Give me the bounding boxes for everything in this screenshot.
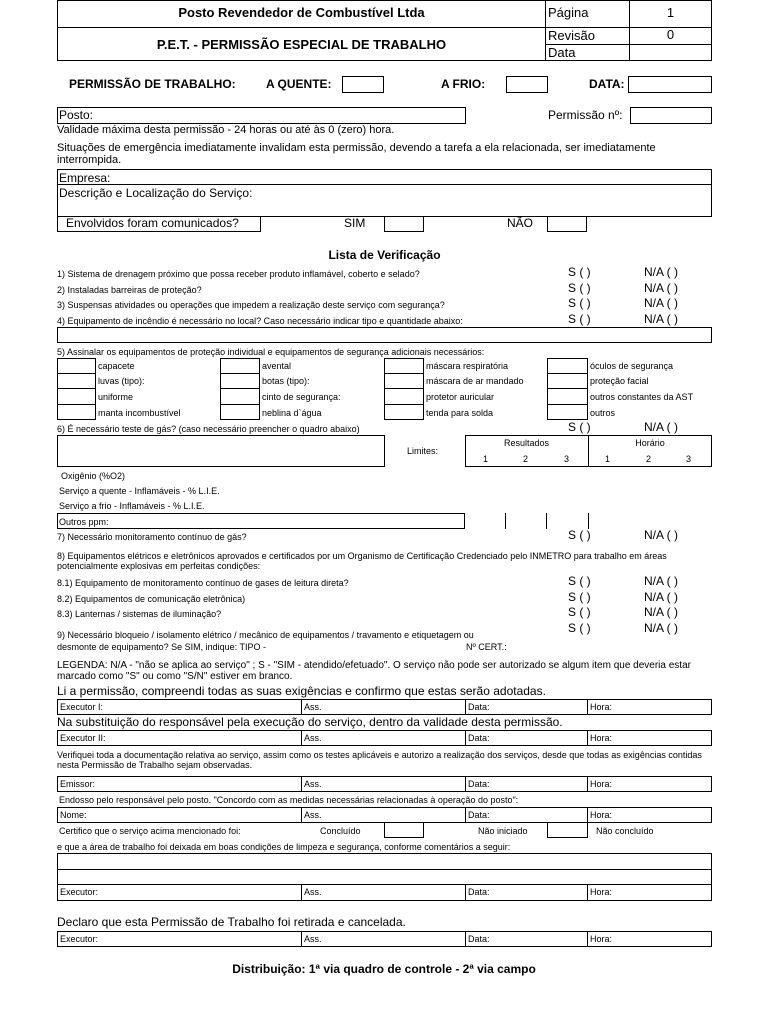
not-started-label: Não iniciado: [478, 826, 528, 836]
ppe-label: uniforme: [98, 392, 134, 402]
question-1: 1) Sistema de drenagem próximo que possa receber produto inflamável, coberto e selado?: [57, 269, 420, 279]
concluded-checkbox[interactable]: [384, 822, 424, 838]
ppe-label: manta incombustível: [98, 408, 181, 418]
date-value-cell[interactable]: [629, 44, 712, 61]
form-title: P.E.T. - PERMISSÃO ESPECIAL DE TRABALHO: [156, 37, 447, 52]
q83-na[interactable]: N/A ( ): [644, 605, 679, 619]
permit-number-label: Permissão nº:: [548, 108, 623, 122]
question-7: 7) Necessário monitoramento contínuo de gás?: [57, 532, 247, 542]
permit-date-label: DATA:: [589, 77, 625, 91]
endorser-name-field[interactable]: Nome:: [57, 807, 302, 823]
q6-yes[interactable]: S ( ): [568, 420, 591, 434]
company-name: Posto Revendedor de Combustível Ltda: [178, 5, 425, 20]
comments-divider: [57, 869, 712, 870]
read-statement: Li a permissão, compreendi todas as suas exigências e confirmo que estas serão adotadas.: [57, 684, 546, 698]
ppe-checkbox[interactable]: [547, 373, 588, 389]
question-5: 5) Assinalar os equipamentos de proteção individual e equipamentos de segurança adicionais necessários:: [57, 347, 485, 357]
hot-work-checkbox[interactable]: [342, 76, 384, 93]
cancel-executor-field[interactable]: Executor:: [57, 931, 302, 947]
ppe-label: capacete: [98, 361, 135, 371]
q7-yes[interactable]: S ( ): [568, 528, 591, 542]
cancel-executor-signature[interactable]: Ass.: [301, 931, 466, 947]
permit-type-label: PERMISSÃO DE TRABALHO:: [69, 77, 236, 91]
involved-yes-checkbox[interactable]: [384, 216, 424, 232]
involved-no-label: NÃO: [507, 216, 534, 230]
ppe-checkbox[interactable]: [384, 388, 424, 405]
service-description-label[interactable]: Descrição e Localização do Serviço:: [59, 186, 253, 200]
ppm-tick: [546, 513, 547, 529]
work-area-statement: e que a área de trabalho foi deixada em boas condições de limpeza e segurança, conforme comentários a seguir:: [57, 842, 511, 852]
permit-date-field[interactable]: [628, 76, 712, 93]
ppe-label: luvas (tipo):: [98, 376, 145, 386]
concluded-label: Concluído: [320, 826, 361, 836]
ppe-checkbox[interactable]: [384, 373, 424, 389]
oxygen-label: Oxigênio (%O2): [61, 471, 126, 481]
column-number: 3: [686, 454, 692, 464]
executor1-field[interactable]: Executor I:: [57, 699, 302, 715]
cold-work-checkbox[interactable]: [506, 76, 548, 93]
others-ppm-label: Outros ppm:: [59, 517, 109, 527]
ppe-label: neblina d`água: [262, 408, 322, 418]
permit-number-field[interactable]: [630, 107, 712, 124]
question-8: 8) Equipamentos elétricos e eletrônicos aprovados e certificados por um Organismo de Certificação Credenciado pelo INMETRO para trabalho em áreas potencialmente explosivas em perfeitas condições:: [57, 551, 667, 571]
involved-yes-label: SIM: [344, 216, 366, 230]
ppe-checkbox[interactable]: [57, 404, 96, 420]
question-9-type: desmonte de equipamento? Se SIM, indique: TIPO -: [57, 642, 266, 652]
cancel-executor-date[interactable]: Data:: [465, 931, 588, 947]
q2-yes[interactable]: S ( ): [568, 281, 591, 295]
endorser-signature[interactable]: Ass.: [301, 807, 466, 823]
results-header: Resultados: [503, 438, 550, 448]
q4-yes[interactable]: S ( ): [568, 312, 591, 326]
q82-yes[interactable]: S ( ): [568, 590, 591, 604]
limits-label: Limites:: [407, 446, 439, 456]
question-4: 4) Equipamento de incêndio é necessário no local? Caso necessário indicar tipo e quantidade abaixo:: [57, 316, 463, 326]
emergency-text: Situações de emergência imediatamente invalidam esta permissão, devendo a tarefa a ela relacionada, ser imediatamente interrompida.: [57, 142, 656, 166]
checklist-title: Lista de Verificação: [328, 248, 441, 262]
ppe-checkbox[interactable]: [547, 388, 588, 405]
question-8-3: 8.3) Lanternas / sistemas de iluminação?: [57, 609, 222, 619]
legend-text: LEGENDA: N/A - "não se aplica ao serviço" ; S - "SIM - atendido/efetuado". O serviço não pode ser autorizado se algum item que deveria estar marcado como "S" ou como "S/N" estiver em branco.: [57, 660, 691, 682]
executor1-hour[interactable]: Hora:: [587, 699, 712, 715]
ppe-label: cinto de segurança:: [262, 392, 341, 402]
question-3: 3) Suspensas atividades ou operações que impedem a realização deste serviço com segurança?: [57, 300, 445, 310]
fire-equipment-field[interactable]: [57, 327, 712, 343]
question-2: 2) Instaladas barreiras de proteção?: [57, 285, 202, 295]
emitter-date[interactable]: Data:: [465, 776, 588, 792]
q81-yes[interactable]: S ( ): [568, 574, 591, 588]
final-executor-field[interactable]: Executor:: [57, 884, 302, 901]
distribution-note: Distribuição: 1ª via quadro de controle - 2ª via campo: [232, 962, 536, 976]
cold-work-label: A FRIO:: [441, 77, 486, 91]
revision-label: Revisão: [548, 28, 595, 43]
not-concluded-label: Não concluído: [596, 826, 654, 836]
verified-statement: Verifiquei toda a documentação relativa ao serviço, assim como os testes aplicáveis e autorizo a realização dos serviços, desde que todas as exigências contidas nesta Permissão de Trabalho sejam observadas.: [57, 750, 702, 770]
substitution-statement: Na substituição do responsável pela execução do serviço, dentro da validade desta permissão.: [57, 715, 563, 729]
executor2-date[interactable]: Data:: [465, 730, 588, 746]
ppe-label: tenda para solda: [426, 408, 494, 418]
ppe-checkbox[interactable]: [547, 404, 588, 420]
ppe-checkbox[interactable]: [57, 388, 96, 405]
cancel-executor-hour[interactable]: Hora:: [587, 931, 712, 947]
endorser-date[interactable]: Data:: [465, 807, 588, 823]
executor2-field[interactable]: Executor II:: [57, 730, 302, 746]
involved-question: Envolvidos foram comunicados?: [66, 216, 239, 230]
posto-label: Posto:: [59, 108, 94, 122]
ppe-checkbox[interactable]: [384, 358, 424, 374]
q9-yes[interactable]: S ( ): [568, 621, 591, 635]
ppe-label: outros constantes da AST: [590, 392, 694, 402]
executor1-signature[interactable]: Ass.: [301, 699, 466, 715]
ppe-checkbox[interactable]: [547, 358, 588, 374]
ppe-checkbox[interactable]: [384, 404, 424, 420]
final-executor-date[interactable]: Data:: [465, 884, 588, 901]
executor1-date[interactable]: Data:: [465, 699, 588, 715]
executor2-signature[interactable]: Ass.: [301, 730, 466, 746]
emitter-signature[interactable]: Ass.: [301, 776, 466, 792]
q6-na[interactable]: N/A ( ): [644, 420, 679, 434]
question-9: 9) Necessário bloqueio / isolamento elétrico / mecânico de equipamentos / travamento e etiquetagem ou: [57, 630, 474, 640]
emitter-field[interactable]: Emissor:: [57, 776, 302, 792]
column-number: 1: [605, 454, 611, 464]
company-label[interactable]: Empresa:: [59, 171, 111, 185]
ppe-checkbox[interactable]: [220, 358, 260, 374]
q7-na[interactable]: N/A ( ): [644, 528, 679, 542]
involved-no-checkbox[interactable]: [547, 216, 587, 232]
column-number: 3: [564, 454, 570, 464]
ppe-checkbox[interactable]: [220, 404, 260, 420]
q83-yes[interactable]: S ( ): [568, 605, 591, 619]
ppe-label: protetor auricular: [426, 392, 495, 402]
ppe-label: proteção facial: [590, 376, 649, 386]
ppe-label: máscara respiratória: [426, 361, 509, 371]
emitter-hour[interactable]: Hora:: [587, 776, 712, 792]
column-number: 1: [483, 454, 489, 464]
revision-value: 0: [666, 27, 675, 42]
company-divider: [57, 184, 712, 185]
not-started-checkbox[interactable]: [547, 822, 588, 838]
q4-na[interactable]: N/A ( ): [644, 312, 679, 326]
posto-field[interactable]: [57, 107, 466, 124]
page-value: 1: [666, 5, 675, 20]
certify-label: Certifico que o serviço acima mencionado foi:: [59, 826, 241, 836]
q3-na[interactable]: N/A ( ): [644, 296, 679, 310]
ppe-checkbox[interactable]: [57, 373, 96, 389]
ppe-label: óculos de segurança: [590, 361, 674, 371]
ppm-tick: [505, 513, 506, 529]
gas-test-field[interactable]: [57, 435, 385, 467]
question-8-2: 8.2) Equipamentos de comunicação eletrônica): [57, 594, 246, 604]
endorsement-statement: Endosso pelo responsável pelo posto. "Concordo com as medidas necessárias relacionadas à operação do posto":: [59, 795, 519, 805]
page-label: Página: [548, 5, 589, 20]
ppe-label: botas (tipo):: [262, 376, 310, 386]
q81-na[interactable]: N/A ( ): [644, 574, 679, 588]
cold-service-label: Serviço a frio - Inflamáveis - % L.I.E.: [59, 501, 205, 511]
final-executor-signature[interactable]: Ass.: [301, 884, 466, 901]
ppe-checkbox[interactable]: [57, 358, 96, 374]
q9-na[interactable]: N/A ( ): [644, 621, 679, 635]
q2-na[interactable]: N/A ( ): [644, 281, 679, 295]
q1-yes[interactable]: S ( ): [568, 265, 591, 279]
hot-work-label: A QUENTE:: [266, 77, 332, 91]
question-8-1: 8.1) Equipamento de monitoramento contínuo de gases de leitura direta?: [57, 578, 349, 588]
ppe-label: outros: [590, 408, 616, 418]
time-header: Horário: [635, 438, 665, 448]
ppm-tick: [588, 513, 589, 529]
q82-na[interactable]: N/A ( ): [644, 590, 679, 604]
hot-service-label: Serviço a quente - Inflamáveis - % L.I.E.: [59, 486, 220, 496]
q1-na[interactable]: N/A ( ): [644, 265, 679, 279]
cancellation-declaration: Declaro que esta Permissão de Trabalho foi retirada e cancelada.: [57, 915, 406, 929]
others-ppm-field[interactable]: [57, 513, 465, 529]
question-6: 6) É necessário teste de gás? (caso necessário preencher o quadro abaixo): [57, 424, 360, 434]
column-number: 2: [646, 454, 652, 464]
ppe-label: avental: [262, 361, 292, 371]
q3-yes[interactable]: S ( ): [568, 296, 591, 310]
date-label: Data: [548, 45, 576, 60]
column-number: 2: [523, 454, 529, 464]
endorser-hour[interactable]: Hora:: [587, 807, 712, 823]
final-executor-hour[interactable]: Hora:: [587, 884, 712, 901]
ppe-checkbox[interactable]: [220, 373, 260, 389]
executor2-hour[interactable]: Hora:: [587, 730, 712, 746]
ppe-label: máscara de ar mandado: [426, 376, 524, 386]
validity-text: Validade máxima desta permissão - 24 horas ou até às 0 (zero) hora.: [57, 124, 395, 136]
ppe-checkbox[interactable]: [220, 388, 260, 405]
cert-number-label: Nº CERT.:: [466, 642, 507, 652]
